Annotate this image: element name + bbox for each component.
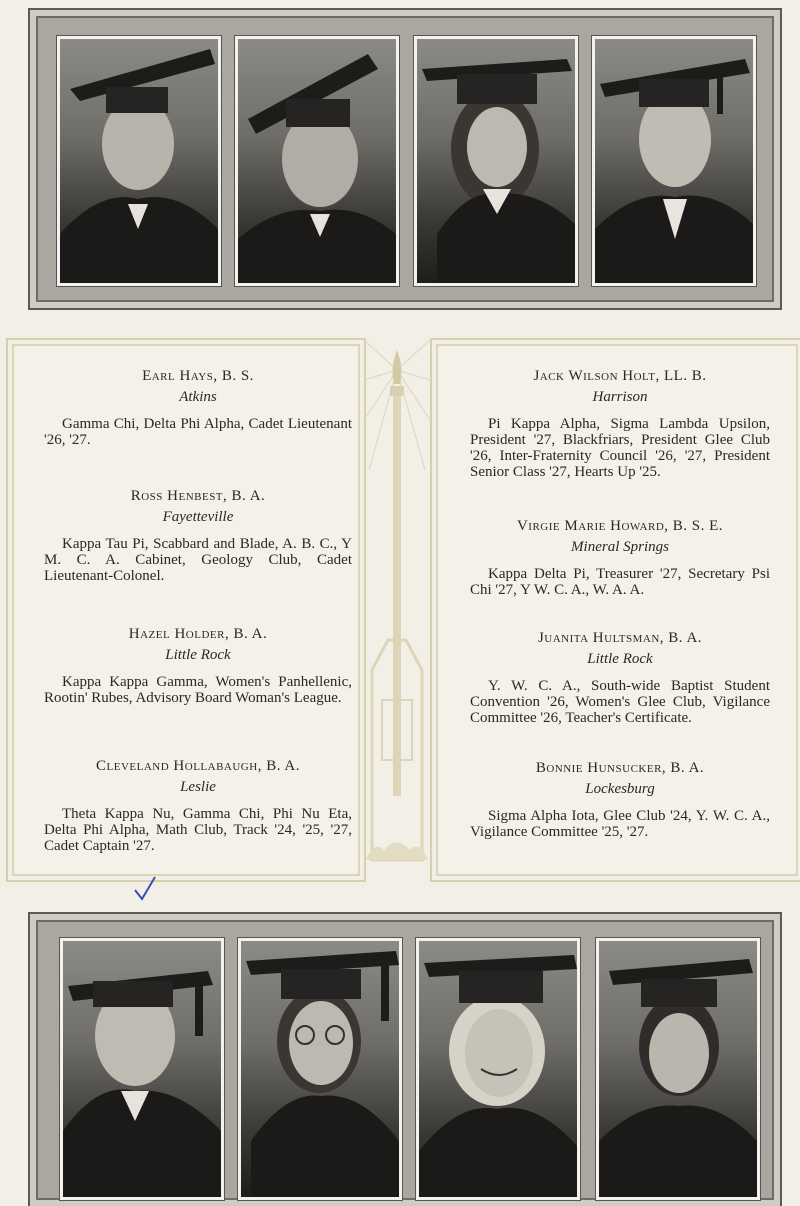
portrait-figure	[417, 39, 575, 283]
graduate-name: Ross Henbest, B. A.	[130, 488, 266, 504]
entry-jack-wilson-holt	[470, 368, 770, 480]
portrait-juanita-hultsman	[416, 938, 580, 1200]
check-mark-icon	[132, 874, 158, 902]
right-biography-frame	[430, 338, 800, 882]
entry-earl-hays	[44, 368, 352, 448]
graduate-name: Juanita Hultsman, B. A.	[537, 630, 703, 646]
portrait-jack-wilson-holt	[592, 36, 756, 286]
portrait-earl-hays	[57, 36, 221, 286]
activities: Theta Kappa Nu, Gamma Chi, Phi Nu Eta, Delta Phi Alpha, Math Club, Track '24, '25, '27, Cadet Captain '27.	[44, 806, 352, 854]
activities: Y. W. C. A., South-wide Baptist Student Convention '26, Women's Glee Club, Vigilance Committee '26, Teacher's Certificate.	[470, 678, 770, 726]
left-biography-frame	[6, 338, 366, 882]
portrait-ross-henbest	[235, 36, 399, 286]
portrait-figure	[595, 39, 753, 283]
portrait-figure	[419, 941, 577, 1197]
portrait-figure	[599, 941, 757, 1197]
entry-ross-henbest	[44, 488, 352, 584]
hometown: Leslie	[180, 779, 216, 795]
graduate-name: Hazel Holder, B. A.	[128, 626, 268, 642]
graduate-name: Bonnie Hunsucker, B. A.	[535, 760, 705, 776]
hometown: Lockesburg	[585, 781, 655, 797]
entry-cleveland-hollabaugh	[44, 758, 352, 854]
activities: Pi Kappa Alpha, Sigma Lambda Upsilon, President '27, Blackfriars, President Glee Club '26, Inter-Fraternity Council '26, '27, President Senior Class '27, Hearts Up '25.	[470, 416, 770, 480]
hometown: Little Rock	[587, 651, 653, 667]
portrait-cleveland-hollabaugh	[60, 938, 224, 1200]
graduate-name: Virgie Marie Howard, B. S. E.	[516, 518, 724, 534]
entry-virgie-marie-howard	[470, 518, 770, 598]
bottom-portrait-panel	[28, 912, 782, 1206]
activities: Gamma Chi, Delta Phi Alpha, Cadet Lieutenant '26, '27.	[44, 416, 352, 448]
portrait-hazel-holder	[414, 36, 578, 286]
portrait-virgie-marie-howard	[238, 938, 402, 1200]
hometown: Atkins	[179, 389, 217, 405]
activities: Sigma Alpha Iota, Glee Club '24, Y. W. C. A., Vigilance Committee '25, '27.	[470, 808, 770, 840]
graduate-name: Cleveland Hollabaugh, B. A.	[96, 758, 300, 774]
activities: Kappa Kappa Gamma, Women's Panhellenic, Rootin' Rubes, Advisory Board Woman's League.	[44, 674, 352, 706]
hometown: Mineral Springs	[571, 539, 669, 555]
portrait-figure	[60, 39, 218, 283]
activities: Kappa Tau Pi, Scabbard and Blade, A. B. C., Y M. C. A. Cabinet, Geology Club, Cadet Lieutenant-Colonel.	[44, 536, 352, 584]
entry-hazel-holder	[44, 626, 352, 706]
top-portrait-panel	[28, 8, 782, 310]
hometown: Little Rock	[165, 647, 231, 663]
torch-ornament	[364, 340, 430, 880]
graduate-name: Jack Wilson Holt, LL. B.	[533, 368, 707, 384]
hometown: Fayetteville	[162, 509, 234, 525]
portrait-figure	[63, 941, 221, 1197]
entry-bonnie-hunsucker	[470, 760, 770, 840]
activities: Kappa Delta Pi, Treasurer '27, Secretary Psi Chi '27, Y W. C. A., W. A. A.	[470, 566, 770, 598]
entry-juanita-hultsman	[470, 630, 770, 726]
portrait-bonnie-hunsucker	[596, 938, 760, 1200]
portrait-figure	[238, 39, 396, 283]
portrait-figure	[241, 941, 399, 1197]
graduate-name: Earl Hays, B. S.	[142, 368, 254, 384]
hometown: Harrison	[592, 389, 648, 405]
